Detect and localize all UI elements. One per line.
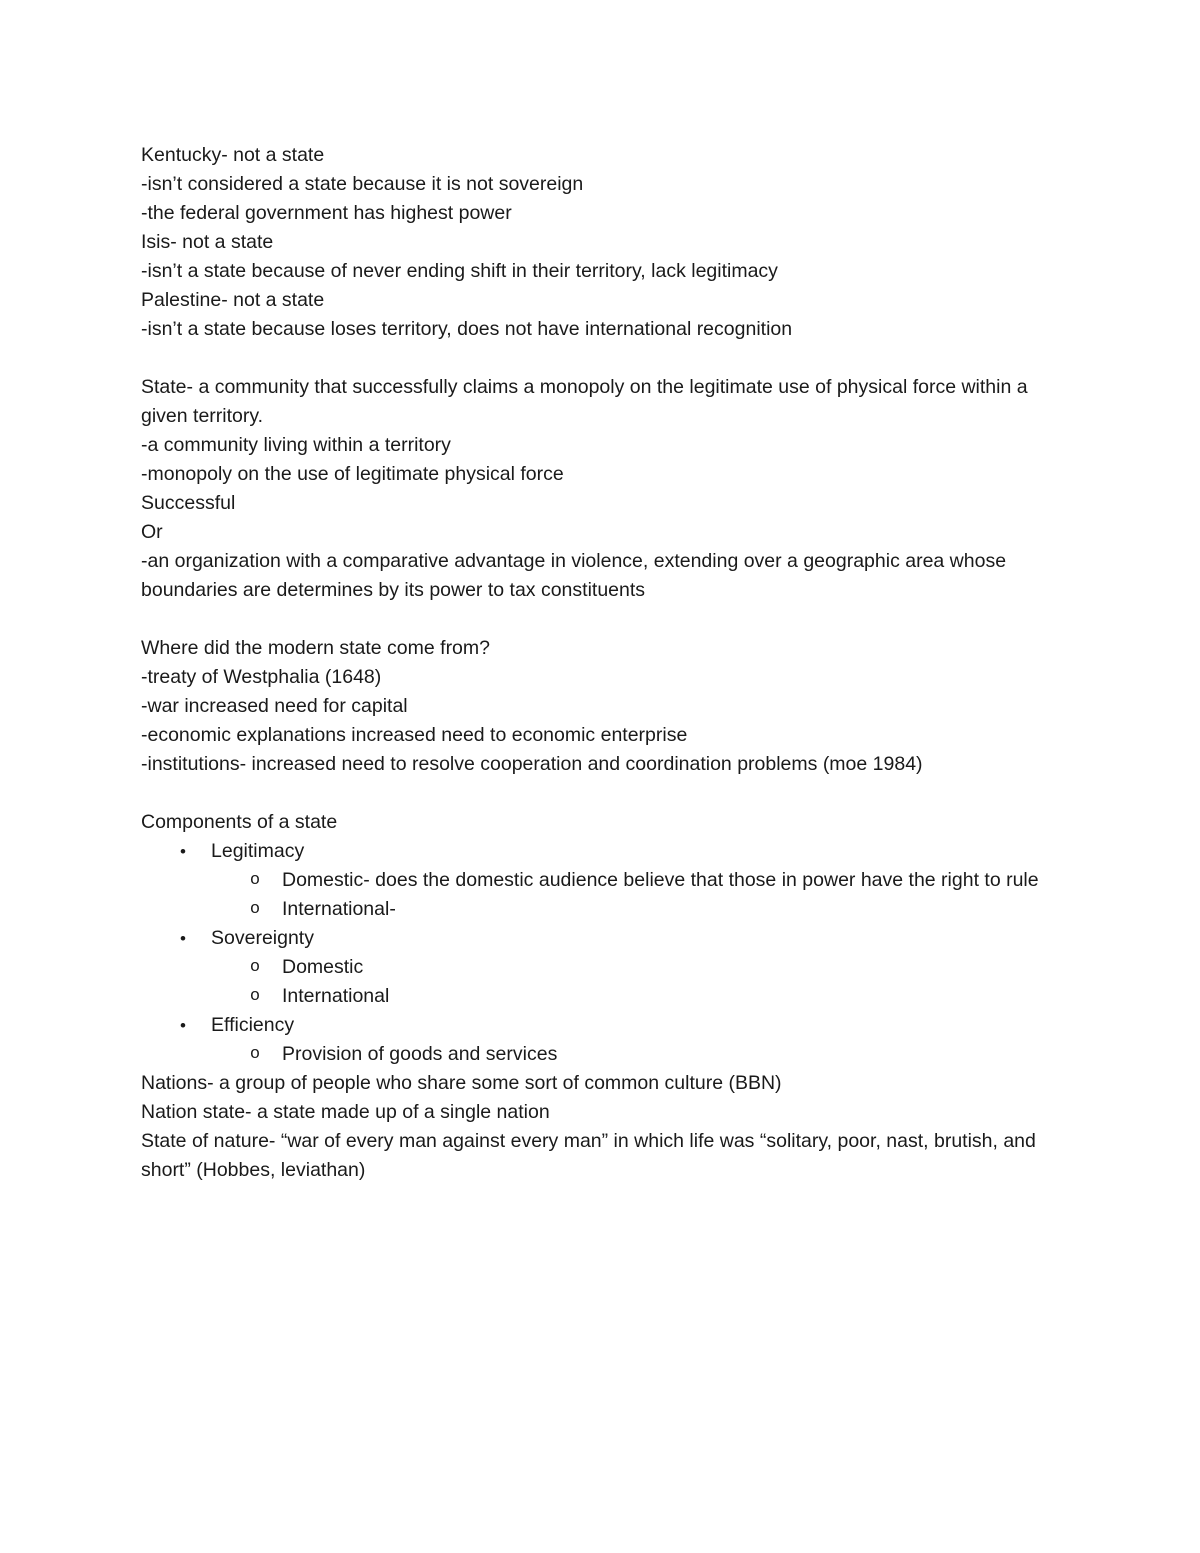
list-item-label: Efficiency (211, 1014, 295, 1036)
note-line: Successful (141, 492, 236, 514)
note-line: -economic explanations increased need to economic enterprise (141, 724, 688, 746)
sub-bullet-icon: o (249, 987, 261, 1006)
note-line: -an organization with a comparative advantage in violence, extending over a geographic area whose boundaries are determines by its power to tax constituents (141, 550, 1007, 601)
note-line: -treaty of Westphalia (1648) (141, 666, 382, 688)
sub-bullet-icon: o (249, 900, 261, 919)
sub-list-item-label: International- (282, 898, 396, 920)
note-line: State of nature- “war of every man against every man” in which life was “solitary, poor, nast, brutish, and short” (Hobbes, leviathan) (141, 1130, 1036, 1181)
state-definition: State- a community that successfully claims a monopoly on the legitimate use of physical force within a given territory. (141, 376, 1028, 427)
note-line: Nations- a group of people who share some sort of common culture (BBN) (141, 1072, 782, 1094)
note-line: -monopoly on the use of legitimate physical force (141, 463, 564, 485)
note-line: Nation state- a state made up of a single nation (141, 1101, 550, 1123)
sub-list-item (141, 953, 1071, 982)
note-line: -war increased need for capital (141, 695, 408, 717)
note-line: Palestine- not a state (141, 289, 325, 311)
sub-list-item (141, 1040, 1071, 1069)
blank-line (141, 605, 1071, 634)
note-line: -institutions- increased need to resolve cooperation and coordination problems (moe 1984) (141, 753, 923, 775)
intro-section (141, 141, 1071, 344)
bullet-icon: • (180, 929, 186, 948)
sub-list-item (141, 866, 1071, 895)
sub-list-item (141, 982, 1071, 1011)
note-line: -a community living within a territory (141, 434, 451, 456)
definition-section (141, 373, 1071, 605)
note-line: Isis- not a state (141, 231, 274, 253)
list-item (141, 1011, 1071, 1040)
document-page (141, 141, 1071, 1185)
list-item (141, 924, 1071, 953)
sub-bullet-icon: o (249, 958, 261, 977)
blank-line (141, 344, 1071, 373)
list-item-label: Sovereignty (211, 927, 314, 949)
closing-section (141, 1069, 1071, 1185)
origin-section (141, 634, 1071, 779)
list-item (141, 837, 1071, 866)
origin-heading: Where did the modern state come from? (141, 637, 490, 659)
sub-list-item-label: Domestic- does the domestic audience believe that those in power have the right to rule (282, 869, 1039, 891)
list-item-label: Legitimacy (211, 840, 305, 862)
note-line: Or (141, 521, 163, 543)
note-line: -isn’t considered a state because it is not sovereign (141, 173, 584, 195)
bullet-icon: • (180, 1016, 186, 1035)
note-line: -the federal government has highest power (141, 202, 512, 224)
sub-bullet-icon: o (249, 871, 261, 890)
note-line: Kentucky- not a state (141, 144, 325, 166)
sub-list-item (141, 895, 1071, 924)
blank-line (141, 779, 1071, 808)
sub-list-item-label: Provision of goods and services (282, 1043, 558, 1065)
sub-bullet-icon: o (249, 1045, 261, 1064)
sub-list-item-label: International (282, 985, 390, 1007)
components-heading: Components of a state (141, 811, 338, 833)
note-line: -isn’t a state because of never ending shift in their territory, lack legitimacy (141, 260, 778, 282)
bullet-icon: • (180, 842, 186, 861)
components-section (141, 808, 1071, 1069)
note-line: -isn’t a state because loses territory, does not have international recognition (141, 318, 793, 340)
sub-list-item-label: Domestic (282, 956, 364, 978)
